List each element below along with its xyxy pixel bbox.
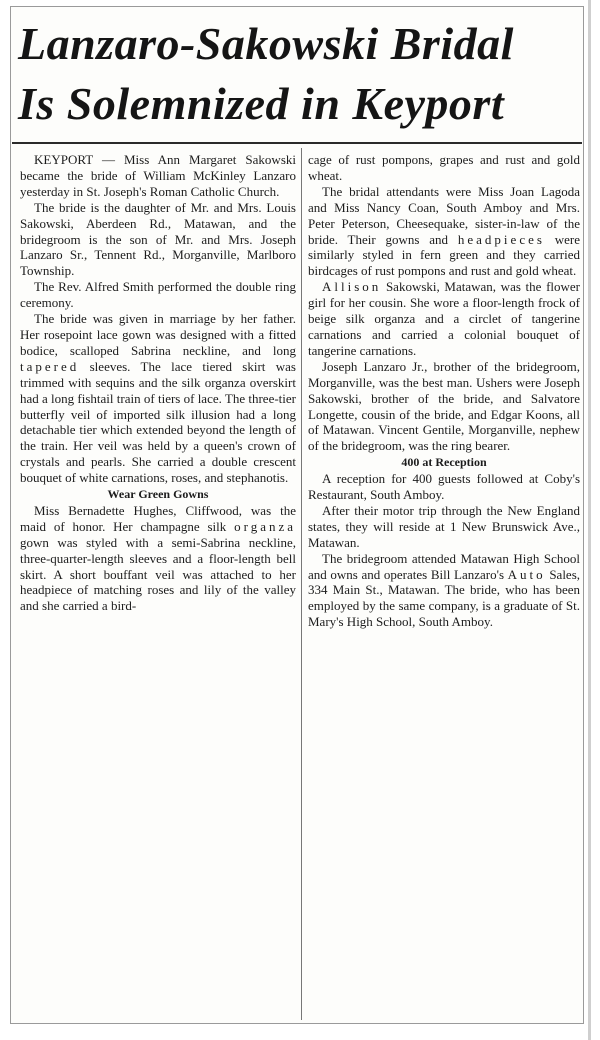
text-run: The bridal attendants were Miss Joan Lagoda and Miss Nancy Coan, South Amboy and Mrs. Peter Peterson, Cheesequake, sister-in-law of the bride. Their gowns and <box>308 183 580 247</box>
paragraph <box>20 503 296 614</box>
text-run: Miss Bernadette Hughes, Cliffwood, was the maid of honor. Her champagne silk <box>20 502 296 534</box>
paragraph <box>308 184 580 279</box>
text-run: Sales, 334 Main St., Matawan. The bride, who has been employed by the same company, is a graduate of St. Mary's High School, South Amboy. <box>308 566 581 630</box>
text-run: Sakowski, Matawan, was the flower girl for her cousin. She wore a floor-length frock of beige silk organza and a circlet of tangerine carnations and carried a colonial bouquet of tangerine carnations. <box>308 279 580 358</box>
subheading: Wear Green Gowns <box>107 487 209 502</box>
text-run: Allison <box>322 279 382 295</box>
text-run: organza <box>234 518 296 534</box>
paragraph <box>308 551 580 631</box>
text-run: headpieces <box>457 231 545 247</box>
subheading: 400 at Reception <box>401 455 487 470</box>
headline <box>18 14 578 134</box>
paragraph <box>20 311 296 486</box>
text-run: sleeves. The lace tiered skirt was trimmed with sequins and the silk organza overskirt had a long fishtail train of tiers of lace. The three-tier butterfly veil of imported silk illusion had a long detachable tier which extended beyond the length of the train. Her veil was held by a queen's crown of crystals and pearls. She carried a double crescent bouquet of white carnations, roses, and stephanotis. <box>20 358 296 486</box>
text-run: tapered <box>20 358 80 374</box>
headline-line-2: Is Solemnized in Keyport <box>18 78 505 129</box>
text-run: The bride was given in marriage by her father. Her rosepoint lace gown was designed with a fitted bodice, scalloped Sabrina neckline, and long <box>20 311 296 358</box>
headline-line-1: Lanzaro-Sakowski Bridal <box>18 18 514 69</box>
paragraph <box>308 279 580 359</box>
paragraph: A reception for 400 guests followed at Coby's Restaurant, South Amboy. <box>308 471 580 503</box>
paragraph: KEYPORT — Miss Ann Margaret Sakowski became the bride of William McKinley Lanzaro yesterday in St. Joseph's Roman Catholic Church. <box>20 152 296 199</box>
text-run: were similarly styled in fern green and they carried birdcages of rust pompons and rust and gold wheat. <box>308 231 581 279</box>
headline-rule <box>12 142 582 144</box>
page-edge <box>588 0 591 1040</box>
article-column-right <box>308 152 580 630</box>
paragraph: After their motor trip through the New England states, they will reside at 1 New Brunswick Ave., Matawan. <box>308 502 580 550</box>
article-column-left <box>20 152 296 614</box>
text-run: Auto <box>507 566 546 582</box>
column-divider <box>301 148 302 1020</box>
text-run: The bridegroom attended Matawan High School and owns and operates Bill Lanzaro's <box>308 550 580 582</box>
paragraph: The bride is the daughter of Mr. and Mrs. Louis Sakowski, Aberdeen Rd., Matawan, and the bridegroom is the son of Mr. and Mrs. Joseph Lanzaro Sr., Tennent Rd., Morganville, Marlboro Township. <box>20 199 296 279</box>
paragraph: The Rev. Alfred Smith performed the double ring ceremony. <box>20 279 296 311</box>
paragraph: cage of rust pompons, grapes and rust and gold wheat. <box>308 152 580 183</box>
paragraph: Joseph Lanzaro Jr., brother of the bridegroom, Morganville, was the best man. Ushers were Joseph Sakowski, brother of the bride, and Salvatore Longette, cousin of the bride, and Edgar Koons, all of Matawan. Vincent Gentile, Morganville, nephew of the bridegroom, was the ring bearer. <box>308 358 580 454</box>
text-run: gown was styled with a semi-Sabrina neckline, three-quarter-length sleeves and a floor-length bell skirt. A short bouffant veil was attached to her headpiece of matching roses and lily of the valley and she carried a bird- <box>20 534 296 614</box>
